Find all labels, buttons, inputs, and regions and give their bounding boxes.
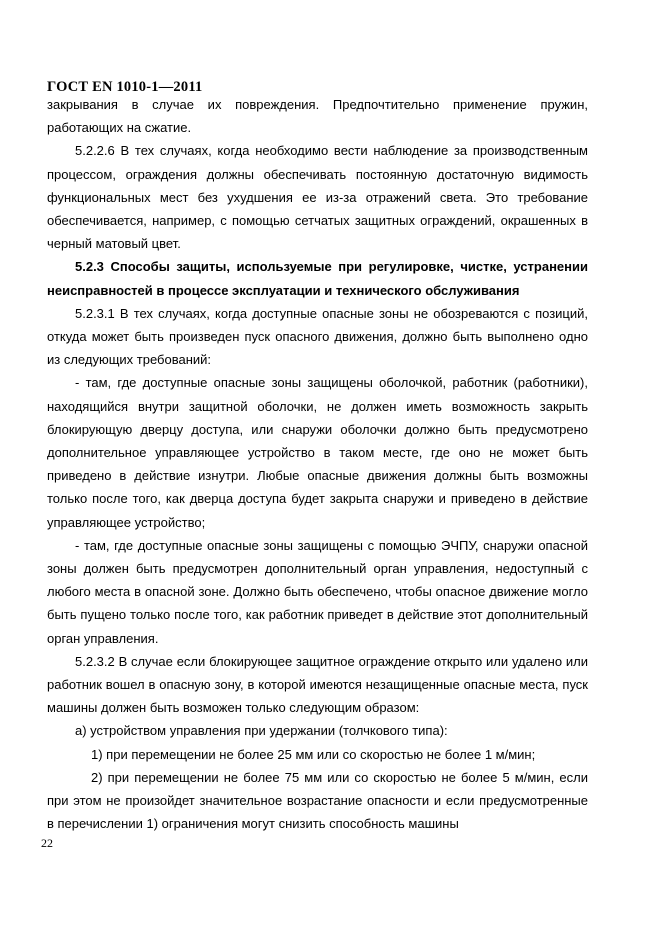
list-item-a: а) устройством управления при удержании (толчкового типа): xyxy=(75,723,448,739)
paragraph-continuation: закрывания в случае их повреждения. Предпочтительно применение пружин, работающих на сжатие. xyxy=(47,97,588,136)
body-text xyxy=(47,93,588,836)
document-header: ГОСТ EN 1010-1—2011 xyxy=(47,79,203,95)
list-item-echpu: - там, где доступные опасные зоны защищены с помощью ЭЧПУ, снаружи опасной зоны должен быть предусмотрен дополнительный орган управления, недоступный с любого места в опасной зоне. Должно быть обеспечено, чтобы опасное движение могло быть пущено только после того, как работник приведет в действие этот дополнительный орган управления. xyxy=(47,537,588,646)
page-number: 22 xyxy=(41,836,53,850)
paragraph-5-2-3-2: 5.2.3.2 В случае если блокирующее защитное ограждение открыто или удалено или работник вошел в опасную зону, в которой имеются незащищенные опасные места, пуск машины должен быть возможен только следующим образом: xyxy=(47,653,588,716)
list-item-2: 2) при перемещении не более 75 мм или со скоростью не более 5 м/мин, если при этом не произойдет значительное возрастание опасности и если предусмотренные в перечислении 1) ограничения могут снизить способность машины xyxy=(47,769,588,832)
paragraph-5-2-2-6: 5.2.2.6 В тех случаях, когда необходимо вести наблюдение за производственным процессом, ограждения должны обеспечивать постоянную достаточную видимость функциональных мест без ухудшения ее из-за отражений света. Это требование обеспечивается, например, с помощью сетчатых защитных ограждений, окрашенных в черный матовый цвет. xyxy=(47,143,588,252)
list-item-enclosure: - там, где доступные опасные зоны защищены оболочкой, работник (работники), находящийся внутри защитной оболочки, не должен иметь возможность закрыть блокирующую дверцу доступа, или снаружи оболочки должно быть предусмотрено дополнительное управляющее устройство в таком месте, где оно не может быть приведено в действие изнутри. Любые опасные движения должны быть возможны только после того, как дверца доступа будет закрыта снаружи и приведено в действие управляющее устройство; xyxy=(47,375,588,530)
paragraph-5-2-3-1: 5.2.3.1 В тех случаях, когда доступные опасные зоны не обозреваются с позиций, откуда может быть произведен пуск опасного движения, должно быть выполнено одно из следующих требований: xyxy=(47,305,588,368)
list-item-1: 1) при перемещении не более 25 мм или со скоростью не более 1 м/мин; xyxy=(91,746,536,762)
section-heading-5-2-3: 5.2.3 Способы защиты, используемые при регулировке, чистке, устранении неисправностей в процессе эксплуатации и технического обслуживания xyxy=(47,259,588,298)
